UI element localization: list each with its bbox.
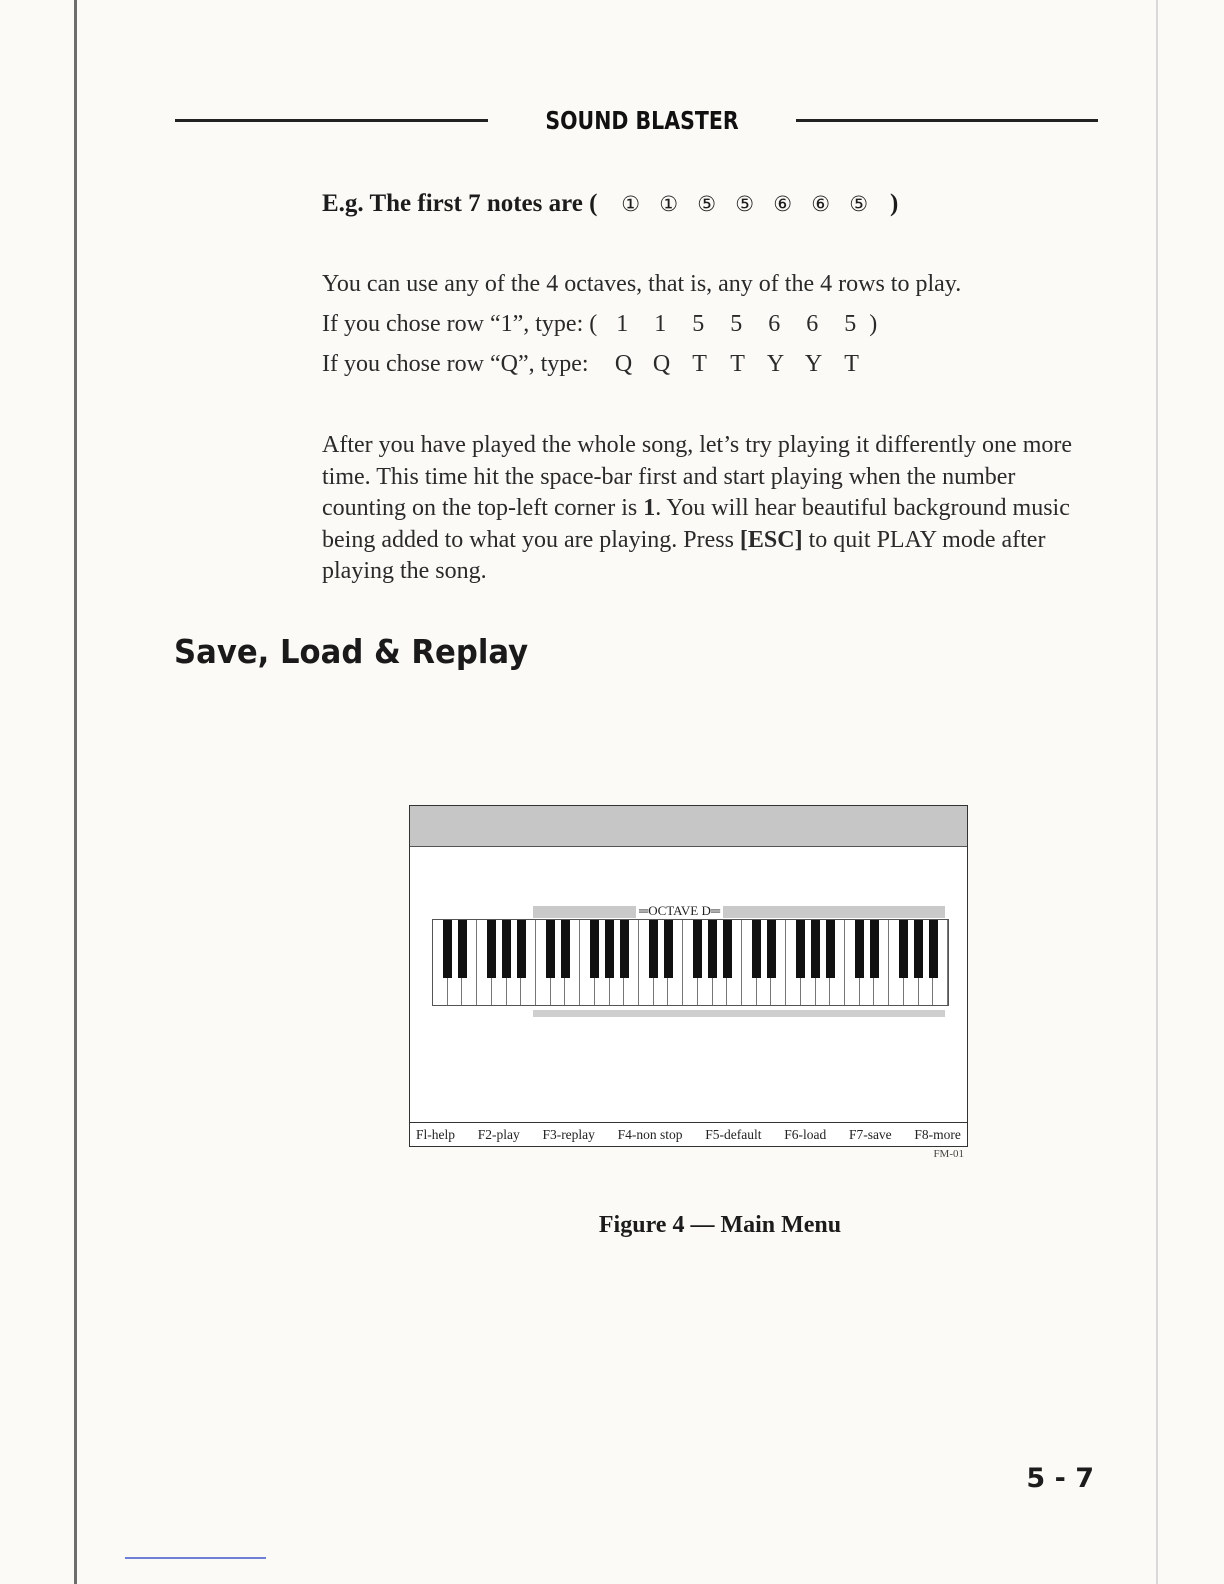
black-key: [870, 920, 879, 978]
function-key-bar: [410, 1122, 967, 1146]
key-char: Q: [614, 351, 633, 377]
black-key: [546, 920, 555, 978]
black-key: [767, 920, 776, 978]
paragraph-text: to quit PLAY mode after playing the song.: [322, 526, 1046, 584]
esc-key: [ESC]: [739, 526, 803, 553]
black-key: [796, 920, 805, 978]
octave-label: ═OCTAVE D═: [636, 903, 723, 919]
instructions-paragraph: [322, 430, 1097, 588]
key-char: Y: [766, 351, 785, 377]
figure-caption: Figure 4 — Main Menu: [598, 1212, 842, 1238]
note: ⑤: [849, 192, 869, 216]
black-key: [620, 920, 629, 978]
header-rule-left: [175, 119, 488, 122]
key-char: 1: [616, 311, 629, 337]
black-key: [502, 920, 511, 978]
octave-text: You can use any of the 4 octaves, that is, any of the 4 rows to play.: [322, 271, 962, 297]
row-1-keys: [603, 311, 869, 337]
header-brand: SOUND BLASTER: [545, 106, 739, 135]
example-line: [322, 190, 898, 218]
key-char: 1: [654, 311, 667, 337]
example-lead: E.g. The first 7 notes are (: [322, 190, 598, 217]
black-key: [561, 920, 570, 978]
note: ⑤: [697, 192, 717, 216]
octave-bar: [533, 906, 945, 918]
black-key: [899, 920, 908, 978]
black-key: [914, 920, 923, 978]
page-number: 5 - 7: [1026, 1463, 1094, 1494]
footer-line: [125, 1557, 266, 1559]
black-key: [708, 920, 717, 978]
black-key: [517, 920, 526, 978]
black-key: [590, 920, 599, 978]
row-1-open: (: [589, 311, 598, 337]
black-key: [723, 920, 732, 978]
row-q-label: If you chose row “Q”, type:: [322, 351, 589, 377]
note: ①: [621, 192, 641, 216]
black-key: [605, 920, 614, 978]
black-key: [649, 920, 658, 978]
page-right-edge: [1156, 0, 1158, 1584]
section-heading: Save, Load & Replay: [174, 632, 529, 671]
page-binding-edge: [74, 0, 77, 1584]
function-key: F6-load: [784, 1126, 827, 1142]
function-key: F5-default: [705, 1126, 762, 1142]
count-number: 1: [643, 495, 656, 521]
figure-code: FM-01: [933, 1148, 964, 1160]
black-key: [929, 920, 938, 978]
black-key: [855, 920, 864, 978]
note: ①: [659, 192, 679, 216]
function-key: F8-more: [914, 1126, 961, 1142]
function-key: F2-play: [477, 1126, 520, 1142]
black-key: [693, 920, 702, 978]
function-key: F7-save: [848, 1126, 892, 1142]
key-char: Q: [652, 351, 671, 377]
example-close: ): [889, 190, 899, 217]
black-key: [752, 920, 761, 978]
piano-keyboard: [432, 919, 949, 1006]
paragraph-text: . You will hear beautiful background music being added to what you are playing. Press: [322, 495, 1070, 553]
key-char: 5: [692, 311, 705, 337]
row-q-line: [322, 351, 871, 378]
black-key: [458, 920, 467, 978]
black-key: [664, 920, 673, 978]
key-char: Y: [804, 351, 823, 377]
header-rule-right: [796, 119, 1098, 122]
black-key: [487, 920, 496, 978]
black-key: [811, 920, 820, 978]
key-char: 5: [730, 311, 743, 337]
example-notes: [612, 190, 878, 218]
key-char: T: [844, 351, 859, 377]
keyboard-bottom-bar: [533, 1010, 945, 1017]
main-menu-screenshot: [409, 805, 968, 1147]
paragraph-text: After you have played the whole song, let’s try playing it differently one more time. This time hit the space-bar first and start playing when the number counting on the top-left corner is: [322, 432, 1073, 521]
screen-title-bar: [410, 806, 967, 847]
row-q-keys: [605, 351, 871, 377]
key-char: T: [730, 351, 745, 377]
function-key: Fl-help: [416, 1126, 455, 1142]
function-key: F3-replay: [542, 1126, 595, 1142]
row-1-close: ): [869, 311, 878, 337]
key-char: T: [692, 351, 707, 377]
note: ⑥: [773, 192, 793, 216]
key-char: 6: [806, 311, 819, 337]
note: ⑤: [735, 192, 755, 216]
row-1-line: [322, 311, 877, 338]
function-key: F4-non stop: [617, 1126, 683, 1142]
black-key: [826, 920, 835, 978]
black-key: [443, 920, 452, 978]
key-char: 6: [768, 311, 781, 337]
note: ⑥: [811, 192, 831, 216]
row-1-label: If you chose row “1”, type:: [322, 311, 584, 337]
key-char: 5: [844, 311, 857, 337]
